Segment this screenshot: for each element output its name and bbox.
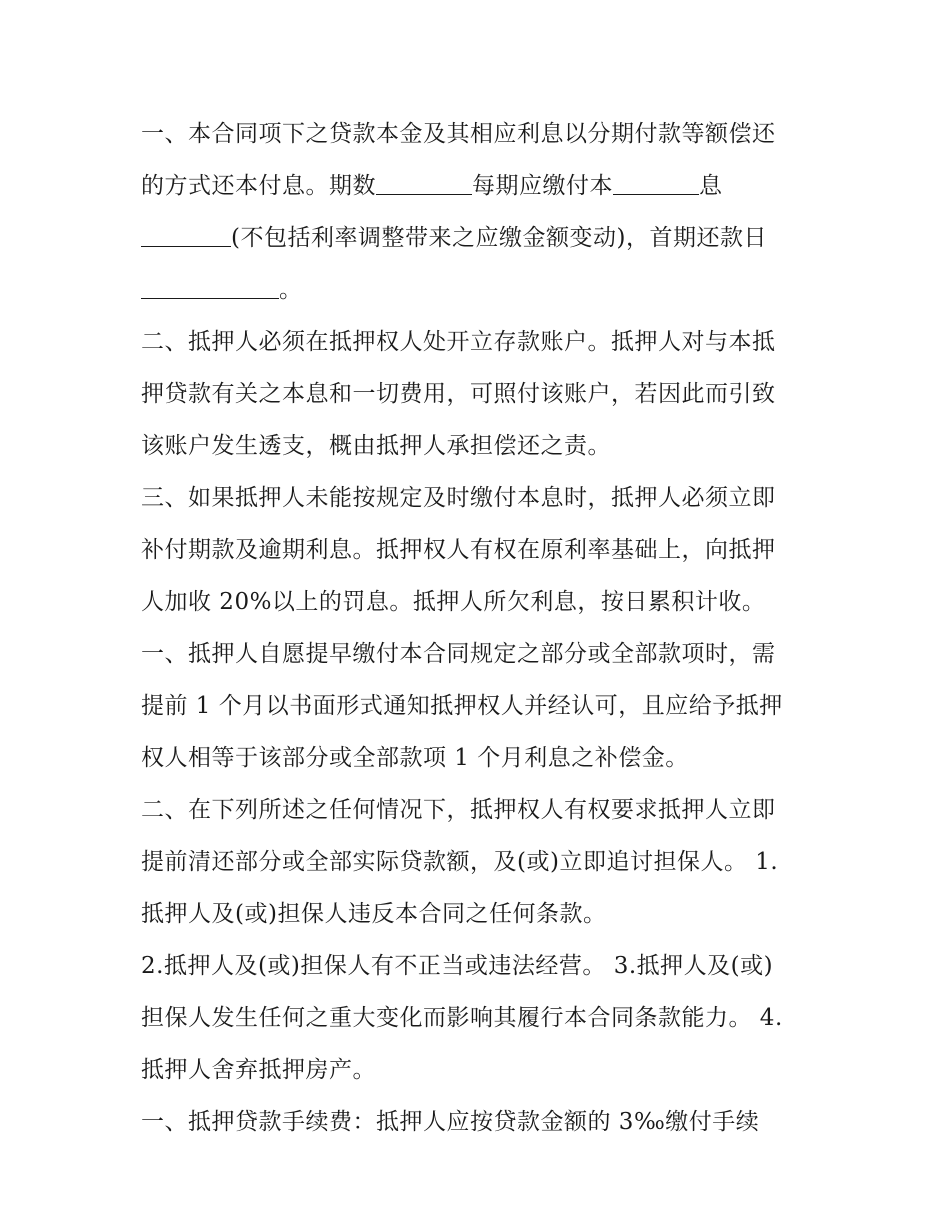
text-line: 一、本合同项下之贷款本金及其相应利息以分期付款等额偿还 bbox=[141, 121, 776, 147]
blank-interest-field bbox=[141, 222, 231, 247]
text-line bbox=[141, 160, 816, 212]
text-line: 三、如果抵押人未能按规定及时缴付本息时，抵押人必须立即 bbox=[141, 485, 776, 511]
text-line: 抵押人及(或)担保人违反本合同之任何条款。 bbox=[141, 901, 607, 927]
text-fragment: 息 bbox=[699, 173, 723, 199]
text-line bbox=[141, 212, 816, 264]
text-line: 抵押人舍弃抵押房产。 bbox=[141, 1057, 376, 1083]
blank-first-repayment-date-field bbox=[141, 274, 279, 299]
text-fragment: (不包括利率调整带来之应缴金额变动)，首期还款日 bbox=[231, 225, 767, 251]
contract-page bbox=[141, 108, 816, 1148]
text-line bbox=[141, 264, 816, 316]
text-line: 一、抵押贷款手续费：抵押人应按贷款金额的 3‰缴付手续 bbox=[141, 1109, 760, 1135]
text-line: 人加收 20%以上的罚息。抵押人所欠利息，按日累积计收。 bbox=[141, 589, 766, 615]
text-line: 二、抵押人必须在抵押权人处开立存款账户。抵押人对与本抵 bbox=[141, 329, 776, 355]
text-line: 提前清还部分或全部实际贷款额，及(或)立即追讨担保人。 1. bbox=[141, 849, 779, 875]
text-fragment: 。 bbox=[279, 277, 303, 303]
text-line: 权人相等于该部分或全部款项 1 个月利息之补偿金。 bbox=[141, 745, 689, 771]
blank-principal-field bbox=[613, 170, 699, 195]
text-line: 一、抵押人自愿提早缴付本合同规定之部分或全部款项时，需 bbox=[141, 641, 776, 667]
text-line: 押贷款有关之本息和一切费用，可照付该账户，若因此而引致 bbox=[141, 381, 776, 407]
text-fragment: 每期应缴付本 bbox=[472, 173, 613, 199]
text-line: 2.抵押人及(或)担保人有不正当或违法经营。 3.抵押人及(或) bbox=[141, 953, 774, 979]
text-fragment: 的方式还本付息。期数 bbox=[141, 173, 376, 199]
text-line: 担保人发生任何之重大变化而影响其履行本合同条款能力。 4. bbox=[141, 1005, 783, 1031]
text-line: 补付期款及逾期利息。抵押权人有权在原利率基础上，向抵押 bbox=[141, 537, 776, 563]
text-line: 提前 1 个月以书面形式通知抵押权人并经认可，且应给予抵押 bbox=[141, 693, 783, 719]
blank-periods-field bbox=[376, 170, 472, 195]
text-line: 该账户发生透支，概由抵押人承担偿还之责。 bbox=[141, 433, 611, 459]
text-line: 二、在下列所述之任何情况下，抵押权人有权要求抵押人立即 bbox=[141, 797, 776, 823]
